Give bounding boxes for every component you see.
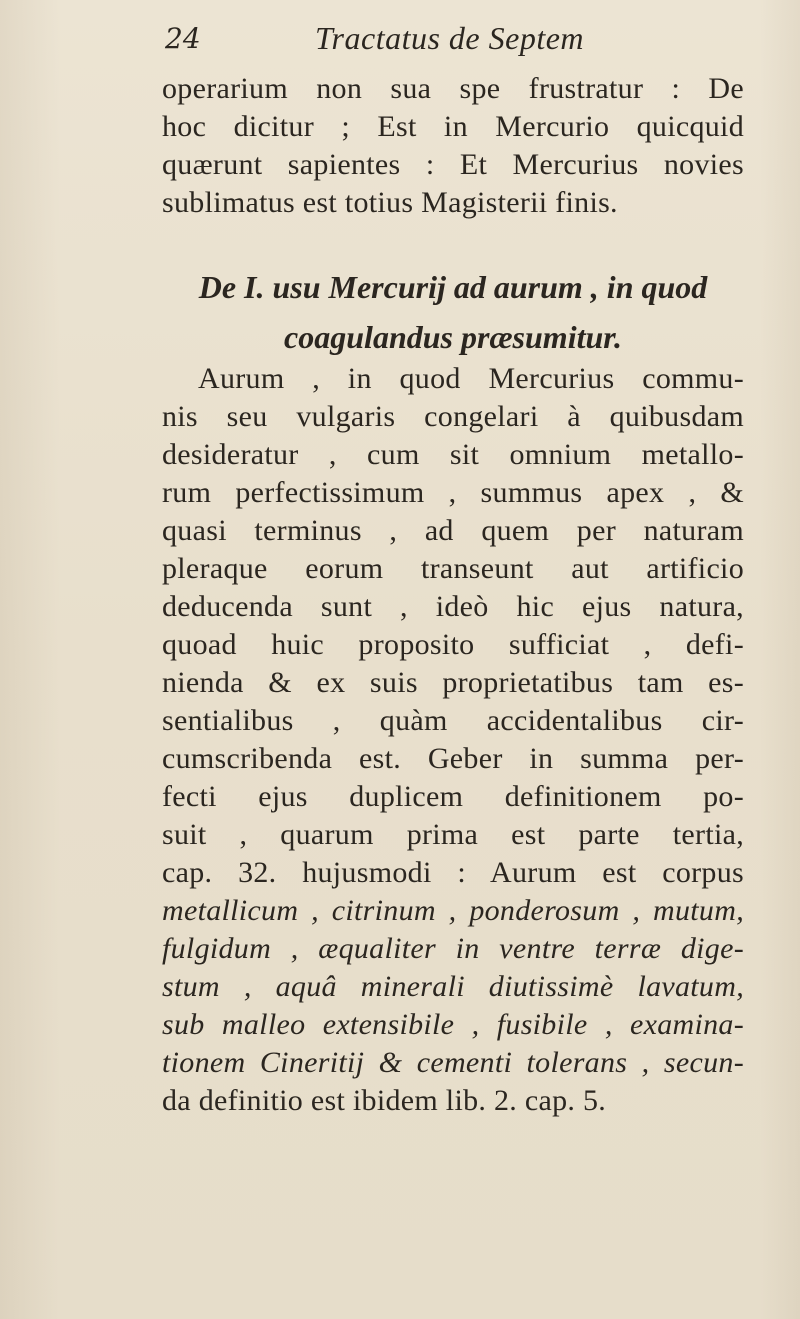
heading-line: De I. usu Mercurij ad aurum , in quod <box>198 269 708 305</box>
text-line: sentialibus , quàm accidentalibus cir- <box>162 704 744 737</box>
text-line: rum perfectissimum , summus apex , & <box>162 476 744 509</box>
text-line: quærunt sapientes : Et Mercurius novies <box>162 148 744 181</box>
text-line: da definitio est ibidem lib. 2. cap. 5. <box>162 1084 607 1117</box>
text-line: tionem Cineritij & cementi tolerans , secun- <box>162 1046 744 1079</box>
text-line: cap. 32. hujusmodi : Aurum est corpus <box>162 856 744 889</box>
page-edge-shadow-left <box>0 0 60 1319</box>
page-header <box>165 20 725 64</box>
page-edge-shadow-right <box>760 0 800 1319</box>
text-line: pleraque eorum transeunt aut artificio <box>162 552 744 585</box>
running-title: Tractatus de Septem <box>315 20 585 56</box>
text-line: fulgidum , æqualiter in ventre terræ dige- <box>162 932 744 965</box>
text-line: fecti ejus duplicem definitionem po- <box>162 780 744 813</box>
text-line: stum , aquâ minerali diutissimè lavatum, <box>162 970 744 1003</box>
paragraph-2 <box>162 360 744 1120</box>
text-line: metallicum , citrinum , ponderosum , mutum, <box>162 894 744 927</box>
text-line: hoc dicitur ; Est in Mercurio quicquid <box>162 110 744 143</box>
text-line: operarium non sua spe frustratur : De <box>162 72 744 105</box>
text-line: sublimatus est totius Magisterii finis. <box>162 186 618 219</box>
text-line: sub malleo extensibile , fusibile , examina- <box>162 1008 744 1041</box>
section-heading <box>162 262 744 362</box>
text-line: quasi terminus , ad quem per naturam <box>162 514 744 547</box>
text-line: cumscribenda est. Geber in summa per- <box>162 742 744 775</box>
text-line: suit , quarum prima est parte tertia, <box>162 818 744 851</box>
text-line: Aurum , in quod Mercurius commu- <box>198 362 744 395</box>
text-line: nis seu vulgaris congelari à quibusdam <box>162 400 744 433</box>
paragraph-1 <box>162 70 744 222</box>
text-line: desideratur , cum sit omnium metallo- <box>162 438 744 471</box>
text-line: nienda & ex suis proprietatibus tam es- <box>162 666 744 699</box>
page-number: 24 <box>165 22 201 55</box>
text-line: deducenda sunt , ideò hic ejus natura, <box>162 590 744 623</box>
heading-line: coagulandus præsumitur. <box>284 319 622 355</box>
text-line: quoad huic proposito sufficiat , defi- <box>162 628 744 661</box>
